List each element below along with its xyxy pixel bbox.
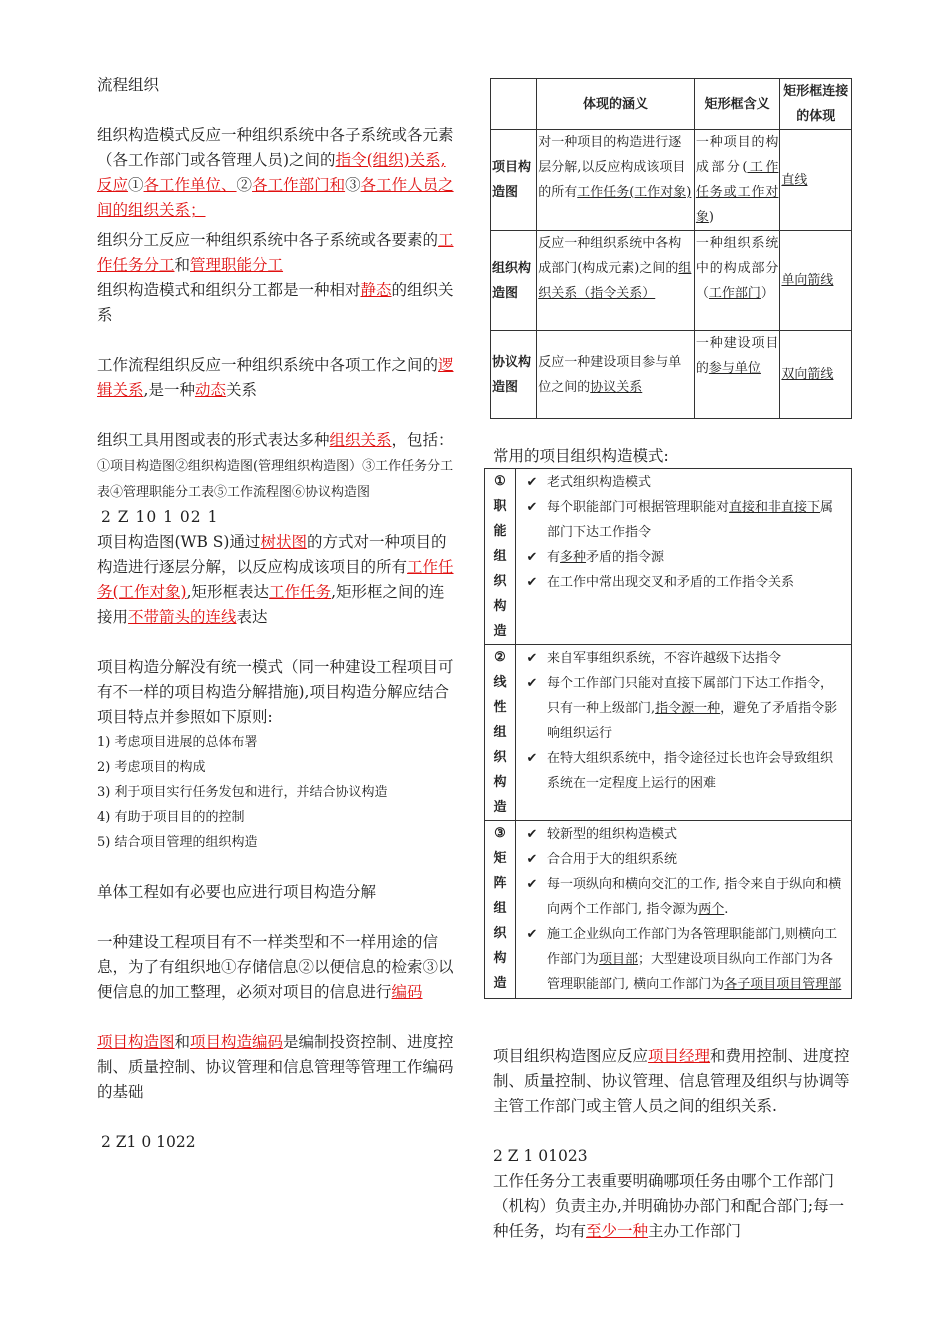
table-header: 矩形框连接的体现 [780,79,852,130]
paragraph-single-project: 单体工程如有必要也应进行项目构造分解 [97,883,377,901]
paragraph-project-org-chart: 项目组织构造图应反应项目经理和费用控制、进度控制、质量控制、协议管理、信息管理及组织与协调等主管工作部门或主管人员之间的组织关系. [493,1047,850,1115]
check-icon: ✔︎ [526,927,538,942]
bullet-text [547,847,850,872]
bullet-text-part: ，避免了矛盾指令影响组织运行 [547,701,838,741]
row-link: 双向箭线 [780,331,852,419]
bullet-text-part: 在特大组织系统中，指令途径过长也许会导致组织系统在一定程度上运行的困难 [547,751,834,791]
bullet-item [517,570,850,595]
check-icon: ✔︎ [526,575,538,590]
check-icon: ✔︎ [526,651,538,666]
mode-bullets [516,821,852,999]
bullet-text [547,495,850,545]
bullet-text-part: 属部门下达工作指令 [547,500,834,540]
paragraph-org-structure: 组织构造模式反应一种组织系统中各子系统或各元素（各工作部门或各管理人员)之间的指令(组织)关系,反应①各工作单位、②各工作部门和③各工作人员之间的组织关系； [97,126,454,219]
bullet-item [517,671,850,746]
paragraph-decomposition: 项目构造分解没有统一模式（同一种建设工程项目可有不一样的项目构造分解措施),项目构造分解应结合项目特点并参照如下原则: [97,658,454,726]
org-modes-table [484,468,852,999]
paragraph-task-division: 工作任务分工表重要明确哪项任务由哪个工作部门（机构）负责主办,并明确协办部门和配合部门;每一种任务，均有至少一种主办工作部门 [493,1172,845,1240]
check-icon: ✔︎ [526,827,538,842]
row-name: 协议构造图 [491,331,537,419]
bullet-text [547,922,850,997]
mode-label-char: 织 [493,574,507,589]
check-icon: ✔︎ [526,751,538,766]
bullet-text-part: 合合用于大的组织系统 [547,852,678,867]
bullet-text [547,545,850,570]
row-box-meaning: 一种项目的构成部分(工作任务或工作对象) [694,130,780,231]
mode-label-char: 构 [493,775,507,790]
bullet-text [547,646,850,671]
section-code: 2 Z 10 1 02 1 [101,508,219,526]
mode-row [485,645,852,821]
principle-item: 1) 考虑项目进展的总体布署 [97,735,258,750]
section-code: 2 Z1 0 1022 [101,1133,196,1151]
mode-row [485,469,852,645]
bullet-item [517,922,850,997]
bullet-text-part: 指令源一种 [655,701,721,716]
paragraph-coding-basis: 项目构造图和项目构造编码是编制投资控制、进度控制、质量控制、协议管理和信息管理等管理工作编码的基础 [97,1033,454,1101]
bullet-text-part: 施工企业纵向工作部门为各管理职能部门,则横向工作部门为 [547,927,838,967]
mode-label-char: 组 [493,901,507,916]
right-text [493,1044,855,1244]
bullet-text-part: 每个工作部门只能对直接下属部门下达工作指令，只有一种上级部门, [547,676,834,716]
bullet-text-part: 来自军事组织系统，不容许越级下达指令 [547,651,782,666]
bullet-item [517,495,850,545]
bullet-text-part: ；大型建设项目纵向工作部门为各管理职能部门, 横向工作部门为 [547,952,834,992]
section-title: 流程组织 [97,76,160,94]
table-header: 矩形框含义 [694,79,780,130]
bullet-text-part: 两个 [698,902,725,917]
mode-label-char: 矩 [493,851,507,866]
bullet-text-part: 每一项纵向和横向交汇的工作, 指令来自于纵向和横向两个工作部门, 指令源为 [547,877,842,917]
table-header: 体现的涵义 [537,79,695,130]
row-link: 单向箭线 [780,231,852,331]
row-meaning: 反应一种建设项目参与单位之间的协议关系 [537,331,695,419]
bullet-item [517,470,850,495]
mode-label-char: 造 [493,624,507,639]
row-name: 项目构造图 [491,130,537,231]
principle-item: 3) 利于项目实行任务发包和进行，并结合协议构造 [97,785,388,800]
bullet-text [547,746,850,796]
mode-label-char: 阵 [493,876,507,891]
bullet-text-part: 矛盾的指令源 [586,550,665,565]
mode-label-char: 组 [493,549,507,564]
principle-item: 4) 有助于项目目的的控制 [97,810,245,825]
mode-label-char: 构 [493,951,507,966]
mode-label-char: 组 [493,725,507,740]
mode-bullets [516,469,852,645]
bullet-text [547,470,850,495]
mode-label-char: 构 [493,599,507,614]
check-icon: ✔︎ [526,852,538,867]
bullet-item [517,872,850,922]
mode-bullets [516,645,852,821]
bullet-text-part: 项目部 [599,952,639,967]
table-header [491,79,537,130]
check-icon: ✔︎ [526,550,538,565]
paragraph-coding: 一种建设工程项目有不一样类型和不一样用途的信息，为了有组织地①存储信息②以便信息的检索③以便信息的加工整理，必须对项目的信息进行编码 [97,933,454,1001]
mode-label-char: ① [494,474,506,489]
paragraph-org-division: 组织分工反应一种组织系统中各子系统或各要素的工作任务分工和管理职能分工 [97,231,454,274]
paragraph-static: 组织构造模式和组织分工都是一种相对静态的组织关系 [97,281,454,324]
diagram-comparison-table [490,78,852,419]
bullet-item [517,545,850,570]
mode-label [485,645,516,821]
mode-label-char: 造 [493,976,507,991]
mode-label-char: 线 [493,675,507,690]
bullet-item [517,822,850,847]
mode-label-char: 织 [493,750,507,765]
row-meaning: 反应一种组织系统中各构成部门(构成元素)之间的组织关系（指令关系） [537,231,695,331]
bullet-item [517,646,850,671]
mode-label-char: 职 [493,499,507,514]
table-row [491,130,852,231]
bullet-text-part: 多种 [560,550,587,565]
modes-title: 常用的项目组织构造模式: [493,447,669,465]
check-icon: ✔︎ [526,877,538,892]
bullet-text-part: 老式组织构造模式 [547,475,652,490]
mode-label-char: 能 [493,524,507,539]
row-meaning: 对一种项目的构造进行逐层分解,以反应构成该项目的所有工作任务(工作对象) [537,130,695,231]
bullet-text [547,822,850,847]
bullet-text-part: 每个职能部门可根据管理职能对 [547,500,730,515]
table-row [491,231,852,331]
row-link: 直线 [780,130,852,231]
paragraph-wbs: 项目构造图(WB S)通过树状图的方式对一种项目的构造进行逐层分解，以反应构成该项目的所有工作任务(工作对象),矩形框表达工作任务,矩形框之间的连接用不带箭头的连线表达 [97,533,454,626]
bullet-text-part: 有 [547,550,561,565]
bullet-text [547,570,850,595]
mode-label-char: 造 [493,800,507,815]
mode-label-char: 性 [493,700,507,715]
check-icon: ✔︎ [526,475,538,490]
bullet-text-part: 较新型的组织构造模式 [547,827,678,842]
bullet-text-part: 直接和非直接下 [729,500,821,515]
left-column [97,73,459,1155]
paragraph-workflow: 工作流程组织反应一种组织系统中各项工作之间的逻辑关系,是一种动态关系 [97,356,454,399]
bullet-text-part: 各子项目项目管理部 [724,977,842,992]
bullet-text-part: 在工作中常出现交叉和矛盾的工作指令关系 [547,575,795,590]
row-box-meaning: 一种建设项目的参与单位 [694,331,780,419]
section-code: 2 Z 1 01023 [493,1147,588,1165]
check-icon: ✔︎ [526,676,538,691]
principle-item: 2) 考虑项目的构成 [97,760,206,775]
row-box-meaning: 一种组织系统中的构成部分（工作部门） [694,231,780,331]
mode-row [485,821,852,999]
check-icon: ✔︎ [526,500,538,515]
bullet-item [517,746,850,796]
mode-label [485,821,516,999]
mode-label-char: ③ [494,826,506,841]
bullet-item [517,847,850,872]
table-row [491,331,852,419]
mode-label-char: ② [494,650,506,665]
row-name: 组织构造图 [491,231,537,331]
bullet-text-part: . [724,902,729,917]
mode-label [485,469,516,645]
paragraph-org-tools: 组织工具用图或表的形式表达多种组织关系，包括：①项目构造图②组织构造图(管理组织构造图）③工作任务分工表④管理职能分工表⑤工作流程图⑥协议构造图 [97,431,454,500]
bullet-text [547,671,850,746]
principle-item: 5) 结合项目管理的组织构造 [97,835,258,850]
mode-label-char: 织 [493,926,507,941]
bullet-text [547,872,850,922]
